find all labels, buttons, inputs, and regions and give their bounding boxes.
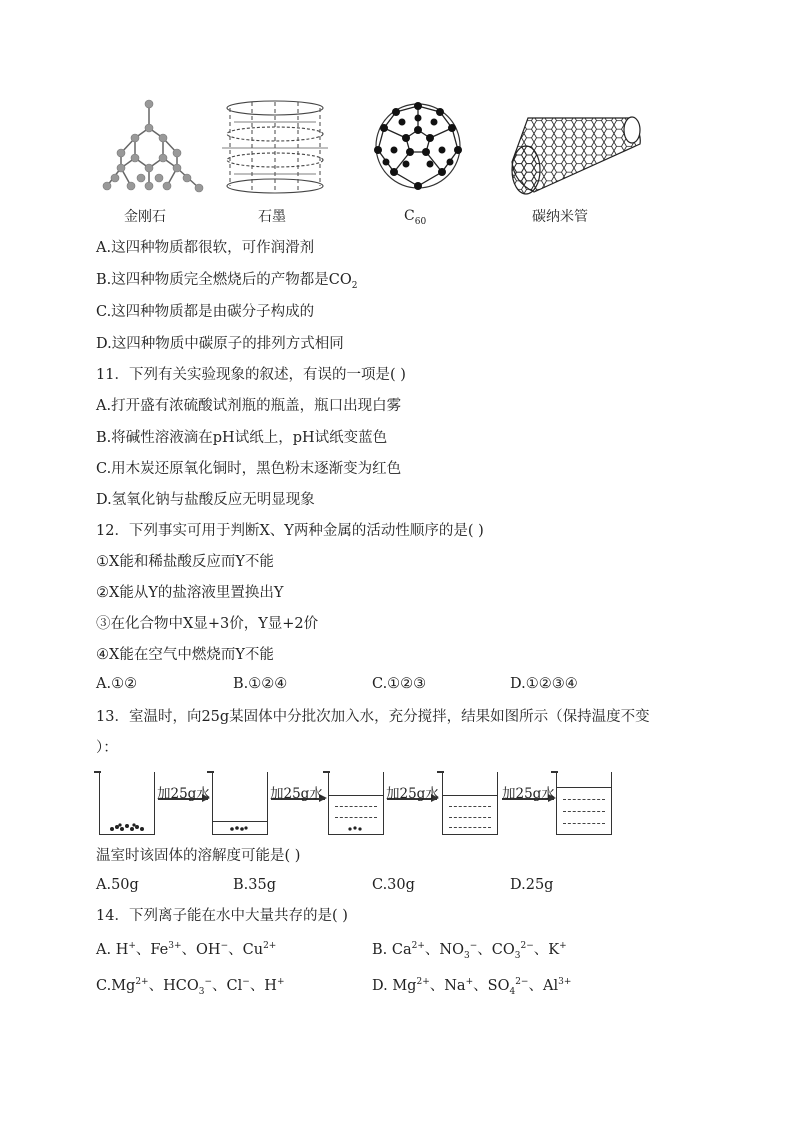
nanotube-caption: 碳纳米管 [532,209,588,225]
q13-options [96,877,716,899]
q13-stem-line2: ）： [96,740,118,756]
q13-option-a: A.50g [96,877,139,893]
q11-stem: 11．下列有关实验现象的叙述，有误的一项是( ) [96,367,406,383]
q11-option-b: B.将碱性溶液滴在pH试纸上，pH试纸变蓝色 [96,430,388,446]
q12-statement-1: ①X能和稀盐酸反应而Y不能 [96,554,274,570]
q12-statement-4: ④X能在空气中燃烧而Y不能 [96,647,274,663]
beaker-1 [99,772,155,835]
graphite-caption: 石墨 [258,209,286,225]
q10-option-c: C.这四种物质都是由碳分子构成的 [96,304,315,320]
q12-option-d: D.①②③④ [510,676,578,692]
q14-stem: 14．下列离子能在水中大量共存的是( ) [96,908,348,924]
carbon-nanotube-figure [504,112,644,198]
c60-structure-figure [366,98,470,194]
q14-option-d: D. $Mg^{2+}$、Na+、$SO_4^{2-}$、$Al^{3+}$ [372,977,572,997]
arrow-2-label: 加25g水 [270,786,323,802]
q12-option-c: C.①②③ [372,676,427,692]
q14-option-c: $C.Mg^{2+}$、$HCO_3^-$、Cl−、H+ [96,977,285,997]
q12-statement-3: ③在化合物中X显+3价，Y显+2价 [96,616,319,632]
q12-options [96,676,716,698]
q13-question: 温室时该固体的溶解度可能是( ) [96,848,301,864]
solid-residue-icon [229,824,249,832]
beaker-4 [442,772,498,835]
q12-option-a: A.①② [96,676,138,692]
q14-option-b: B. $Ca^{2+}$、$NO_3^-$、$CO_3^{2-}$、K+ [372,941,567,961]
q14-options-row2 [96,974,716,998]
arrow-3-label: 加25g水 [386,786,439,802]
diamond-caption: 金刚石 [124,209,166,225]
arrow-1-label: 加25g水 [157,786,210,802]
q13-stem-line1: 13．室温时，向25g某固体中分批次加入水，充分搅拌，结果如图所示（保持温度不变 [96,709,650,725]
q12-stem: 12．下列事实可用于判断X、Y两种金属的活动性顺序的是( ) [96,523,484,539]
q14-options-row1 [96,938,716,962]
q13-option-b: B.35g [233,877,276,893]
q10-option-b: B.这四种物质完全燃烧后的产物都是$CO_2$ [96,272,358,291]
c60-caption: $C_{60}$ [404,208,427,227]
solid-residue-icon [347,825,365,832]
beaker-5 [556,772,612,835]
q13-option-c: C.30g [372,877,415,893]
solid-residue-icon [108,822,146,832]
q11-option-a: A.打开盛有浓硫酸试剂瓶的瓶盖，瓶口出现白雾 [96,398,402,414]
q12-statement-2: ②X能从Y的盐溶液里置换出Y [96,585,284,601]
diamond-structure-figure [95,98,213,198]
q10-option-d: D.这四种物质中碳原子的排列方式相同 [96,336,344,352]
q11-option-c: C.用木炭还原氧化铜时，黑色粉末逐渐变为红色 [96,461,402,477]
q12-option-b: B.①②④ [233,676,288,692]
beaker-3 [328,772,384,835]
beaker-2 [212,772,268,835]
graphite-structure-figure [222,98,328,198]
q10-option-a: A.这四种物质都很软，可作润滑剂 [96,240,315,256]
q14-option-a: A. H+、$Fe^{3+}$、OH−、$Cu^{2+}$ [96,941,277,958]
q13-option-d: D.25g [510,877,554,893]
q11-option-d: D.氢氧化钠与盐酸反应无明显现象 [96,492,315,508]
arrow-4-label: 加25g水 [502,786,555,802]
